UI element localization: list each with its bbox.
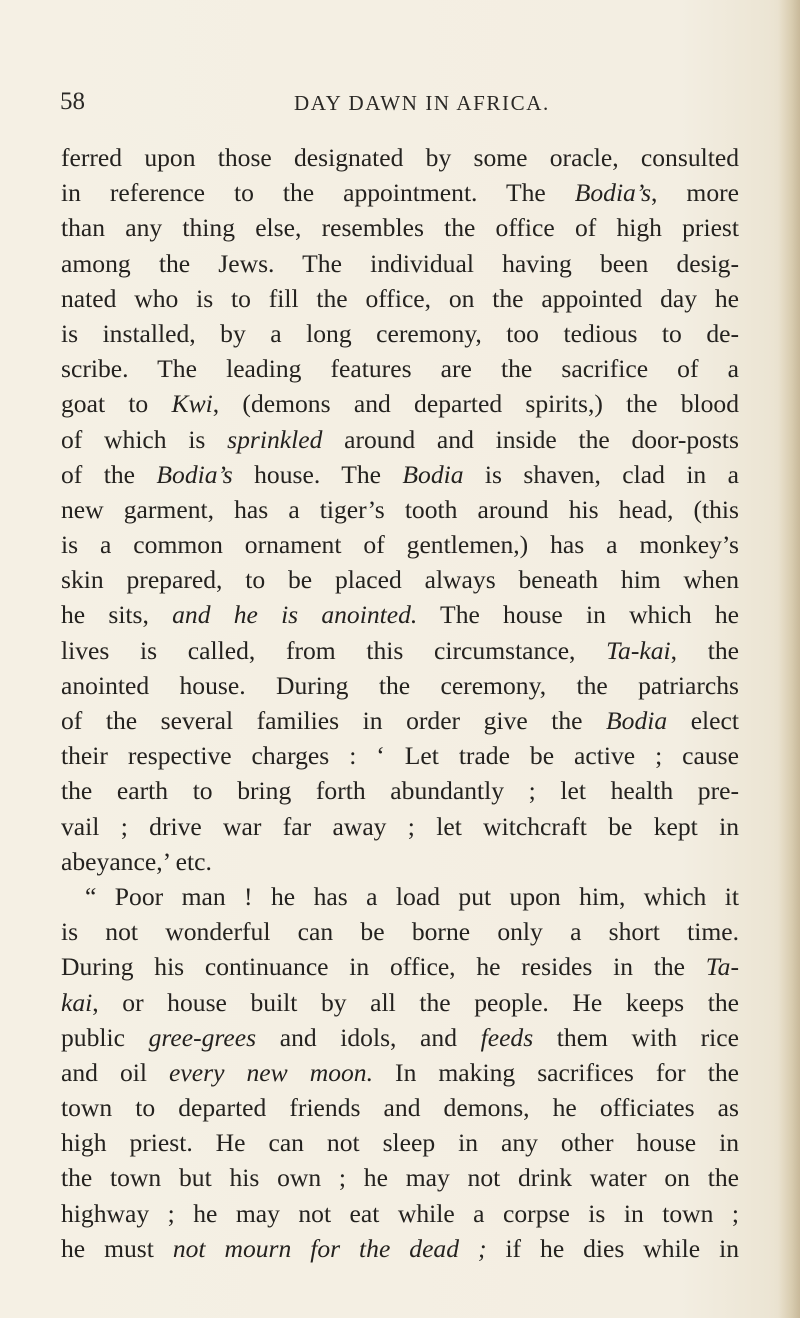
text-line: vail ; drive war far away ; let witchcraft be kept in (61, 811, 739, 841)
page-edge-shadow (778, 0, 800, 1318)
text-line: he sits, and he is anointed. The house in which he (61, 600, 739, 630)
text-line: abeyance,’ etc. (61, 846, 212, 876)
text-line: new garment, has a tiger’s tooth around his head, (this (61, 494, 739, 524)
text-line: among the Jews. The individual having been desig- (61, 248, 739, 278)
text-line: skin prepared, to be placed always beneath him when (61, 565, 739, 595)
text-line: and oil every new moon. In making sacrifices for the (61, 1057, 739, 1087)
text-line: highway ; he may not eat while a corpse is in town ; (61, 1198, 739, 1228)
text-line: public gree-grees and idols, and feeds them with rice (61, 1022, 739, 1052)
text-line: “ Poor man ! he has a load put upon him, which it (85, 881, 739, 911)
text-line: high priest. He can not sleep in any other house in (61, 1128, 739, 1158)
text-line: is installed, by a long ceremony, too tedious to de- (61, 318, 739, 348)
text-line: in reference to the appointment. The Bodia’s, more (61, 178, 739, 208)
text-line: During his continuance in office, he resides in the Ta- (61, 952, 739, 982)
text-line: lives is called, from this circumstance, Ta-kai, the (61, 635, 739, 665)
text-line: is not wonderful can be borne only a short time. (61, 917, 739, 947)
page-number: 58 (60, 88, 85, 115)
text-line: goat to Kwi, (demons and departed spirits,) the blood (61, 389, 739, 419)
text-line: their respective charges : ‘ Let trade be active ; cause (61, 741, 739, 771)
text-line: the town but his own ; he may not drink water on the (61, 1163, 739, 1193)
text-line: scribe. The leading features are the sacrifice of a (61, 354, 739, 384)
text-line: of the several families in order give the Bodia elect (61, 706, 739, 735)
text-line: kai, or house built by all the people. He keeps the (61, 987, 739, 1017)
text-line: the earth to bring forth abundantly ; let health pre- (61, 776, 739, 806)
text-line: of the Bodia’s house. The Bodia is shaven, clad in a (61, 459, 739, 489)
page-header (60, 88, 760, 128)
text-line: ferred upon those designated by some oracle, consulted (61, 143, 739, 172)
text-line: is a common ornament of gentlemen,) has a monkey’s (61, 530, 739, 560)
text-line: he must not mourn for the dead ; if he dies while in (61, 1233, 740, 1263)
text-line: than any thing else, resembles the office of high priest (61, 213, 739, 243)
text-line: nated who is to fill the office, on the appointed day he (61, 283, 739, 313)
text-line: anointed house. During the ceremony, the patriarchs (61, 670, 739, 700)
text-line: of which is sprinkled around and inside the door-posts (61, 424, 739, 454)
text-line: town to departed friends and demons, he officiates as (61, 1093, 739, 1123)
body-text (61, 140, 739, 1266)
running-title: DAY DAWN IN AFRICA. (294, 91, 550, 115)
